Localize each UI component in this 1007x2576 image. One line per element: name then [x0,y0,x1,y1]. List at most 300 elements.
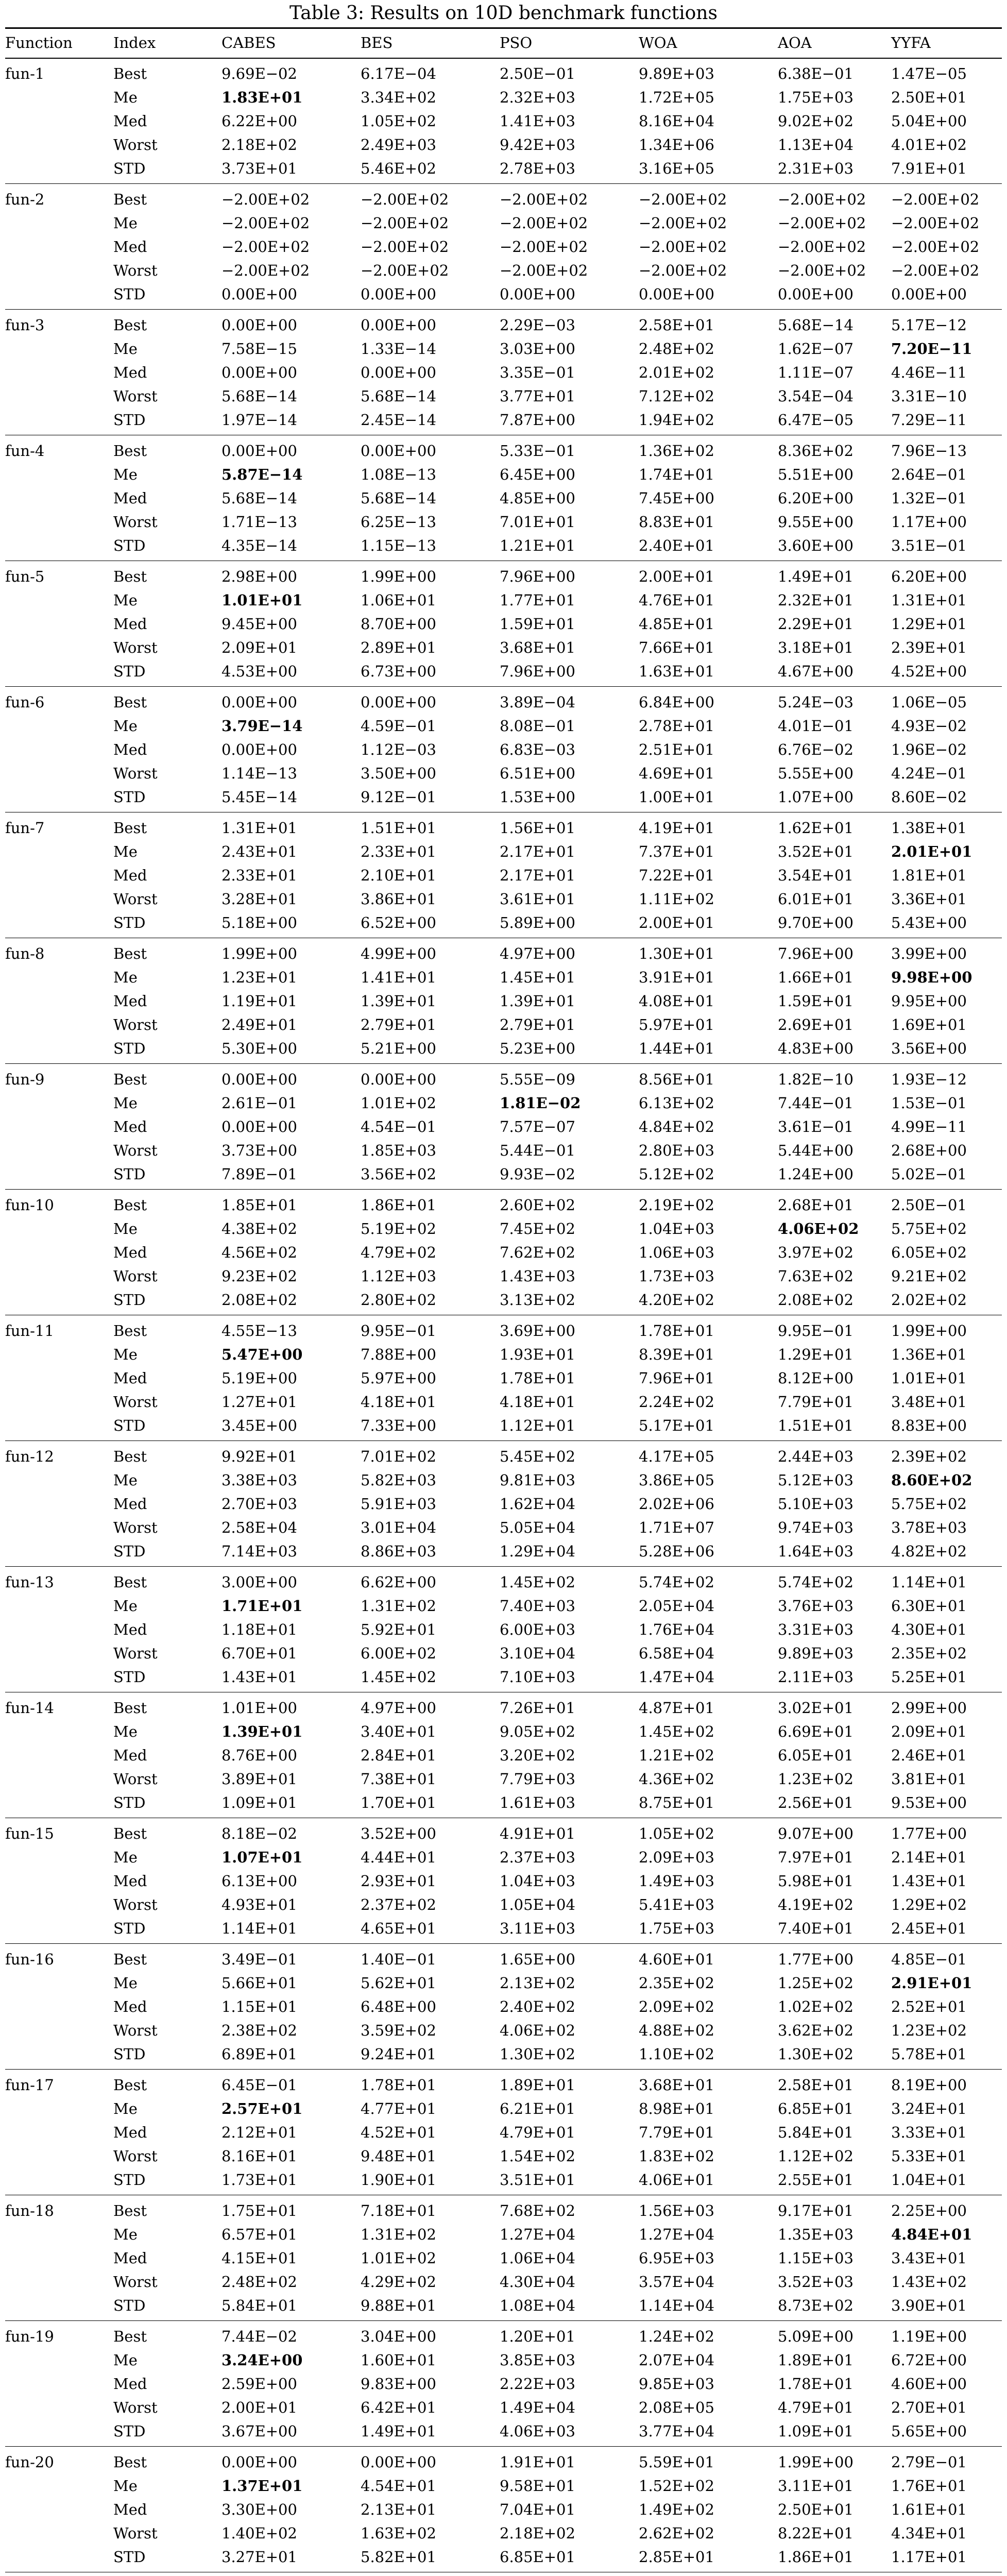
function-name: fun-10 [5,1196,54,1214]
value-cell: 2.39E+01 [891,639,967,656]
value-cell: 8.76E+00 [221,1747,297,1764]
value-cell: 5.44E−01 [500,1142,575,1159]
value-cell: 3.51E−01 [891,537,967,554]
index-label: STD [113,2045,146,2063]
table-row [113,1995,1002,2019]
index-label: Worst [113,1645,158,1662]
table-row [113,337,1002,361]
value-cell: 5.55E+00 [778,765,854,782]
table-row [113,2545,1002,2569]
index-label: Worst [113,1519,158,1536]
value-cell: 1.09E+01 [221,1794,297,1811]
value-cell: 1.59E+01 [778,992,854,1010]
value-cell: 8.98E+01 [639,2100,714,2117]
table-row [113,588,1002,612]
table-row [113,2396,1002,2419]
group-separator [5,183,1002,184]
value-cell: 7.04E+01 [500,2501,575,2518]
value-cell: 6.47E−05 [778,411,854,429]
function-group [5,940,111,1061]
value-cell: 3.48E+01 [891,1393,967,1411]
value-cell: 3.76E+03 [778,1597,854,1615]
table-row [113,2144,1002,2168]
value-cell: 6.38E−01 [778,65,854,82]
value-cell: 0.00E+00 [221,1118,297,1136]
value-cell: 2.99E+00 [891,1699,967,1717]
index-label: Med [113,1118,147,1136]
value-cell: 1.37E+01 [221,2477,303,2495]
table-row [113,1947,1002,1971]
value-cell: 4.83E+00 [778,1040,854,1057]
value-cell: 1.14E+01 [891,1573,967,1591]
index-label: Best [113,1573,147,1591]
index-label: Med [113,1495,147,1513]
table-row [113,1390,1002,1414]
value-cell: 8.36E+02 [778,442,854,460]
value-cell: 1.23E+02 [778,1770,854,1788]
function-group [5,2071,111,2193]
value-cell: 1.47E+04 [639,1668,714,1686]
value-cell: 5.51E+00 [778,466,854,483]
value-cell: 1.02E+02 [778,1998,854,2015]
value-cell: 1.43E+03 [500,1267,575,1285]
value-cell: 1.74E+01 [639,466,714,483]
index-label: Worst [113,639,158,656]
value-cell: 3.56E+02 [361,1165,436,1183]
index-label: Worst [113,387,158,405]
value-cell: 2.70E+03 [221,1495,297,1513]
value-cell: 7.45E+02 [500,1220,575,1238]
index-label: Me [113,843,138,860]
value-cell: 1.12E+01 [500,1417,575,1434]
value-cell: 5.87E−14 [221,466,303,483]
value-cell: 2.78E+03 [500,160,575,177]
value-cell: 5.19E+02 [361,1220,436,1238]
value-cell: 9.55E+00 [778,513,854,531]
value-cell: 8.83E+00 [891,1417,967,1434]
value-cell: −2.00E+02 [639,191,727,208]
value-cell: 2.18E+02 [500,2524,575,2542]
function-name: fun-14 [5,1699,54,1717]
value-cell: 1.62E+01 [778,819,854,837]
value-cell: 2.68E+00 [891,1142,967,1159]
value-cell: 7.29E−11 [891,411,967,429]
value-cell: 8.16E+04 [639,112,714,130]
value-cell: 7.12E+02 [639,387,714,405]
function-name: fun-7 [5,819,45,837]
table-row [113,2042,1002,2066]
index-label: STD [113,1794,146,1811]
index-label: Me [113,1974,138,1992]
function-group [5,814,111,936]
value-cell: 1.56E+03 [639,2202,714,2219]
value-cell: 1.78E+01 [500,1369,575,1387]
value-cell: 3.30E+00 [221,2501,297,2518]
value-cell: 3.50E+00 [361,765,436,782]
value-cell: 8.39E+01 [639,1346,714,1363]
value-cell: 2.85E+01 [639,2548,714,2566]
index-label: Med [113,238,147,256]
value-cell: 1.82E−10 [778,1071,854,1088]
index-label: Me [113,1094,138,1112]
index-label: Best [113,1322,147,1340]
value-cell: 2.37E+02 [361,1896,436,1913]
function-name: fun-3 [5,316,45,334]
table-row [113,2294,1002,2317]
value-cell: 4.54E−01 [361,1118,436,1136]
value-cell: 2.50E−01 [891,1196,967,1214]
value-cell: −2.00E+02 [361,214,449,232]
index-label: Best [113,191,147,208]
value-cell: −2.00E+02 [639,262,727,279]
value-cell: 8.16E+01 [221,2147,297,2165]
value-cell: 6.58E+04 [639,1645,714,1662]
value-cell: 1.86E+01 [361,1196,436,1214]
value-cell: 2.91E+01 [891,1974,972,1992]
value-cell: 1.54E+02 [500,2147,575,2165]
value-cell: 6.21E+01 [500,2100,575,2117]
header-pso: PSO [500,34,533,52]
value-cell: 1.00E+01 [639,788,714,806]
table-row [113,565,1002,588]
value-cell: 6.22E+00 [221,112,297,130]
function-group [5,1820,111,1941]
value-cell: 8.08E−01 [500,717,575,735]
value-cell: 2.08E+05 [639,2399,714,2416]
index-label: Worst [113,2022,158,2039]
value-cell: 3.02E+01 [778,1699,854,1717]
value-cell: 5.84E+01 [778,2124,854,2141]
value-cell: 1.89E+01 [778,2351,854,2369]
table-row [113,1696,1002,1720]
value-cell: 9.98E+00 [891,969,972,986]
index-label: Worst [113,136,158,154]
index-label: Best [113,2076,147,2094]
value-cell: 1.05E+04 [500,1896,575,1913]
value-cell: 9.12E−01 [361,788,436,806]
index-label: Worst [113,1267,158,1285]
value-cell: 0.00E+00 [361,2453,436,2471]
table-row [113,62,1002,86]
value-cell: 5.68E−14 [221,489,297,507]
value-cell: 2.05E+04 [639,1597,714,1615]
table-row [113,2372,1002,2396]
value-cell: 2.00E+01 [221,2399,297,2416]
index-label: Best [113,2202,147,2219]
value-cell: 6.45E−01 [221,2076,297,2094]
index-label: Worst [113,765,158,782]
value-cell: 3.59E+02 [361,2022,436,2039]
value-cell: 5.68E−14 [778,316,854,334]
table-row [113,1091,1002,1115]
value-cell: 6.95E+03 [639,2249,714,2267]
value-cell: 1.75E+03 [778,89,854,106]
value-cell: 0.00E+00 [500,285,575,303]
value-cell: 1.66E+01 [778,969,854,986]
value-cell: 1.18E+01 [221,1621,297,1638]
value-cell: 1.77E+01 [500,591,575,609]
value-cell: 2.00E+01 [639,568,714,585]
value-cell: −2.00E+02 [221,214,310,232]
value-cell: 1.77E+00 [778,1951,854,1968]
function-name: fun-13 [5,1573,54,1591]
value-cell: 6.20E+00 [778,489,854,507]
function-group [5,1568,111,1690]
value-cell: 1.77E+00 [891,1825,967,1842]
index-label: Best [113,1448,147,1465]
group-separator [5,1063,1002,1064]
value-cell: 2.11E+03 [778,1668,854,1686]
value-cell: 3.11E+01 [778,2477,854,2495]
value-cell: 4.20E+02 [639,1291,714,1309]
function-name: fun-16 [5,1951,54,1968]
value-cell: 1.31E+01 [891,591,967,609]
function-name: fun-8 [5,945,45,962]
header-woa: WOA [639,34,677,52]
value-cell: 7.44E−01 [778,1094,854,1112]
function-group [5,2448,111,2570]
group-separator [5,686,1002,687]
value-cell: 2.12E+01 [221,2124,297,2141]
value-cell: 4.97E+00 [500,945,575,962]
group-separator [5,2446,1002,2447]
table-row [113,384,1002,408]
value-cell: 1.45E+02 [361,1668,436,1686]
value-cell: 3.27E+01 [221,2548,297,2566]
value-cell: 7.96E+00 [778,945,854,962]
value-cell: −2.00E+02 [500,191,588,208]
index-label: Worst [113,2273,158,2291]
value-cell: 7.26E+01 [500,1699,575,1717]
function-name: fun-17 [5,2076,54,2094]
value-cell: 5.55E−09 [500,1071,575,1088]
value-cell: 3.78E+03 [891,1519,967,1536]
value-cell: 1.27E+01 [221,1393,297,1411]
value-cell: 2.58E+01 [639,316,714,334]
value-cell: 1.81E+01 [891,867,967,884]
value-cell: 2.02E+02 [891,1291,967,1309]
value-cell: 2.49E+01 [221,1016,297,1033]
value-cell: 4.84E+01 [891,2226,972,2243]
value-cell: −2.00E+02 [639,214,727,232]
value-cell: 1.19E+01 [221,992,297,1010]
index-label: STD [113,2548,146,2566]
value-cell: 2.48E+02 [221,2273,297,2291]
value-cell: 1.25E+02 [778,1974,854,1992]
function-group [5,563,111,684]
value-cell: 8.12E+00 [778,1369,854,1387]
value-cell: 5.78E+01 [891,2045,967,2063]
value-cell: 7.79E+01 [778,1393,854,1411]
value-cell: 9.89E+03 [639,65,714,82]
value-cell: 6.20E+00 [891,568,967,585]
value-cell: 5.41E+03 [639,1896,714,1913]
value-cell: −2.00E+02 [891,214,980,232]
index-label: Worst [113,1896,158,1913]
value-cell: 3.04E+00 [361,2328,436,2345]
value-cell: 3.57E+04 [639,2273,714,2291]
index-label: Best [113,442,147,460]
index-label: Med [113,1998,147,2015]
value-cell: 1.73E+03 [639,1267,714,1285]
value-cell: 4.82E+02 [891,1543,967,1560]
value-cell: 5.12E+02 [639,1165,714,1183]
value-cell: 5.59E+01 [639,2453,714,2471]
value-cell: 3.52E+00 [361,1825,436,1842]
value-cell: 3.10E+04 [500,1645,575,1662]
value-cell: 9.07E+00 [778,1825,854,1842]
value-cell: 1.01E+02 [361,2249,436,2267]
value-cell: 1.97E−14 [221,411,297,429]
value-cell: 3.73E+00 [221,1142,297,1159]
index-label: Me [113,1597,138,1615]
value-cell: 5.98E+01 [778,1872,854,1890]
value-cell: 4.91E+01 [500,1825,575,1842]
value-cell: 3.54E+01 [778,867,854,884]
value-cell: 4.77E+01 [361,2100,436,2117]
value-cell: 1.24E+00 [778,1165,854,1183]
table-row [113,486,1002,510]
value-cell: 3.51E+01 [500,2171,575,2189]
value-cell: 2.29E+01 [778,615,854,633]
index-label: Worst [113,513,158,531]
index-label: STD [113,2422,146,2440]
value-cell: 9.93E−02 [500,1165,575,1183]
value-cell: 6.57E+01 [221,2226,297,2243]
value-cell: 3.61E−01 [778,1118,854,1136]
value-cell: 1.17E+00 [891,513,967,531]
value-cell: 8.83E+01 [639,513,714,531]
function-group [5,1317,111,1438]
value-cell: 1.05E+02 [361,112,436,130]
value-cell: 1.86E+01 [778,2548,854,2566]
table-row [113,439,1002,463]
value-cell: 6.51E+00 [500,765,575,782]
value-cell: 9.21E+02 [891,1267,967,1285]
table-row [113,282,1002,306]
value-cell: 3.49E−01 [221,1951,297,1968]
value-cell: 0.00E+00 [891,285,967,303]
value-cell: 1.24E+02 [639,2328,714,2345]
index-label: STD [113,160,146,177]
group-separator [5,2320,1002,2321]
value-cell: 3.89E−04 [500,693,575,711]
value-cell: 0.00E+00 [361,442,436,460]
index-label: Worst [113,2147,158,2165]
value-cell: 5.21E+00 [361,1040,436,1057]
value-cell: 1.73E+01 [221,2171,297,2189]
value-cell: 6.84E+00 [639,693,714,711]
value-cell: 3.38E+03 [221,1471,297,1489]
index-label: Best [113,65,147,82]
index-label: STD [113,537,146,554]
value-cell: 1.04E+01 [891,2171,967,2189]
value-cell: 3.16E+05 [639,160,714,177]
value-cell: 2.50E−01 [500,65,575,82]
value-cell: 3.11E+03 [500,1920,575,1937]
value-cell: 1.29E+02 [891,1896,967,1913]
table-row [113,2073,1002,2097]
value-cell: 4.08E+01 [639,992,714,1010]
index-label: Me [113,89,138,106]
value-cell: 2.60E+02 [500,1196,575,1214]
table-row [113,1319,1002,1343]
value-cell: 9.88E+01 [361,2297,436,2314]
value-cell: 7.14E+03 [221,1543,297,1560]
value-cell: 8.75E+01 [639,1794,714,1811]
value-cell: 1.05E+02 [639,1825,714,1842]
value-cell: 3.43E+01 [891,2249,967,2267]
value-cell: 1.49E+04 [500,2399,575,2416]
value-cell: 4.52E+01 [361,2124,436,2141]
value-cell: 1.31E+02 [361,2226,436,2243]
index-label: Me [113,969,138,986]
value-cell: 2.40E+02 [500,1998,575,2015]
table-row [113,235,1002,259]
value-cell: 1.40E−01 [361,1951,436,1968]
value-cell: −2.00E+02 [221,191,310,208]
table-row [113,1570,1002,1594]
value-cell: 4.06E+02 [778,1220,859,1238]
value-cell: 1.93E−12 [891,1071,967,1088]
value-cell: 4.69E+01 [639,765,714,782]
value-cell: 0.00E+00 [221,364,297,381]
value-cell: 2.56E+01 [778,1794,854,1811]
index-label: Med [113,1747,147,1764]
value-cell: 5.10E+03 [778,1495,854,1513]
value-cell: 3.24E+01 [891,2100,967,2117]
value-cell: 4.59E−01 [361,717,436,735]
value-cell: 1.06E+04 [500,2249,575,2267]
index-label: STD [113,411,146,429]
table-row [113,636,1002,659]
value-cell: 1.14E−13 [221,765,297,782]
table-row [113,1139,1002,1162]
value-cell: 4.54E+01 [361,2477,436,2495]
value-cell: 1.83E+02 [639,2147,714,2165]
index-label: Med [113,615,147,633]
value-cell: 5.65E+00 [891,2422,967,2440]
value-cell: 2.52E+01 [891,1998,967,2015]
value-cell: 2.01E+02 [639,364,714,381]
value-cell: 9.70E+00 [778,914,854,931]
value-cell: 9.83E+00 [361,2375,436,2393]
value-cell: 1.44E+01 [639,1040,714,1057]
value-cell: −2.00E+02 [891,191,980,208]
value-cell: 8.18E−02 [221,1825,297,1842]
index-label: Me [113,340,138,358]
value-cell: 5.17E−12 [891,316,967,334]
value-cell: 9.81E+03 [500,1471,575,1489]
function-group [5,311,111,433]
value-cell: 9.89E+03 [778,1645,854,1662]
table-row [113,1767,1002,1791]
value-cell: −2.00E+02 [221,262,310,279]
value-cell: 1.36E+02 [639,442,714,460]
value-cell: 5.17E+01 [639,1417,714,1434]
function-group [5,60,111,181]
index-label: STD [113,1165,146,1183]
header-aoa: AOA [778,34,812,52]
value-cell: 4.18E+01 [361,1393,436,1411]
value-cell: 1.04E+03 [500,1872,575,1890]
value-cell: 1.19E+00 [891,2328,967,2345]
index-label: Me [113,1346,138,1363]
value-cell: 1.76E+01 [891,2477,967,2495]
value-cell: 9.92E+01 [221,1448,297,1465]
table-row [113,2450,1002,2474]
table-row [113,816,1002,840]
